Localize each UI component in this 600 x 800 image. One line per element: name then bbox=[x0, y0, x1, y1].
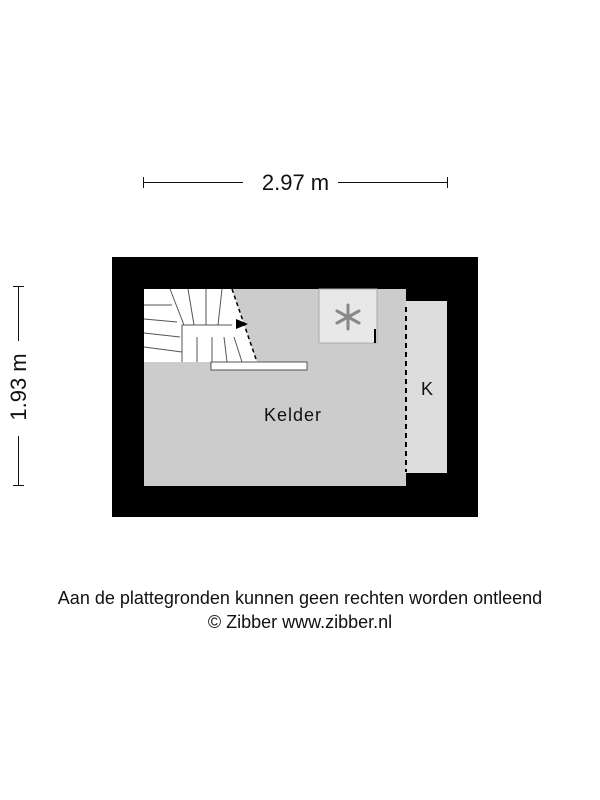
k-label: K bbox=[421, 379, 434, 399]
disclaimer-text: Aan de plattegronden kunnen geen rechten worden ontleend bbox=[57, 588, 543, 608]
floor-plan bbox=[112, 257, 478, 517]
dimension-tick bbox=[447, 177, 448, 188]
kelder-label: Kelder bbox=[264, 405, 323, 425]
dimension-line bbox=[338, 182, 448, 183]
credit-text: © Zibber www.zibber.nl bbox=[207, 612, 393, 632]
dimension-tick bbox=[13, 485, 24, 486]
width-dimension bbox=[143, 168, 448, 198]
appliance bbox=[319, 289, 377, 343]
height-dimension bbox=[4, 286, 34, 486]
dimension-line bbox=[18, 436, 19, 486]
height-label: 1.93 m bbox=[6, 353, 31, 421]
threshold bbox=[211, 362, 307, 370]
width-label: 2.97 m bbox=[261, 170, 330, 195]
